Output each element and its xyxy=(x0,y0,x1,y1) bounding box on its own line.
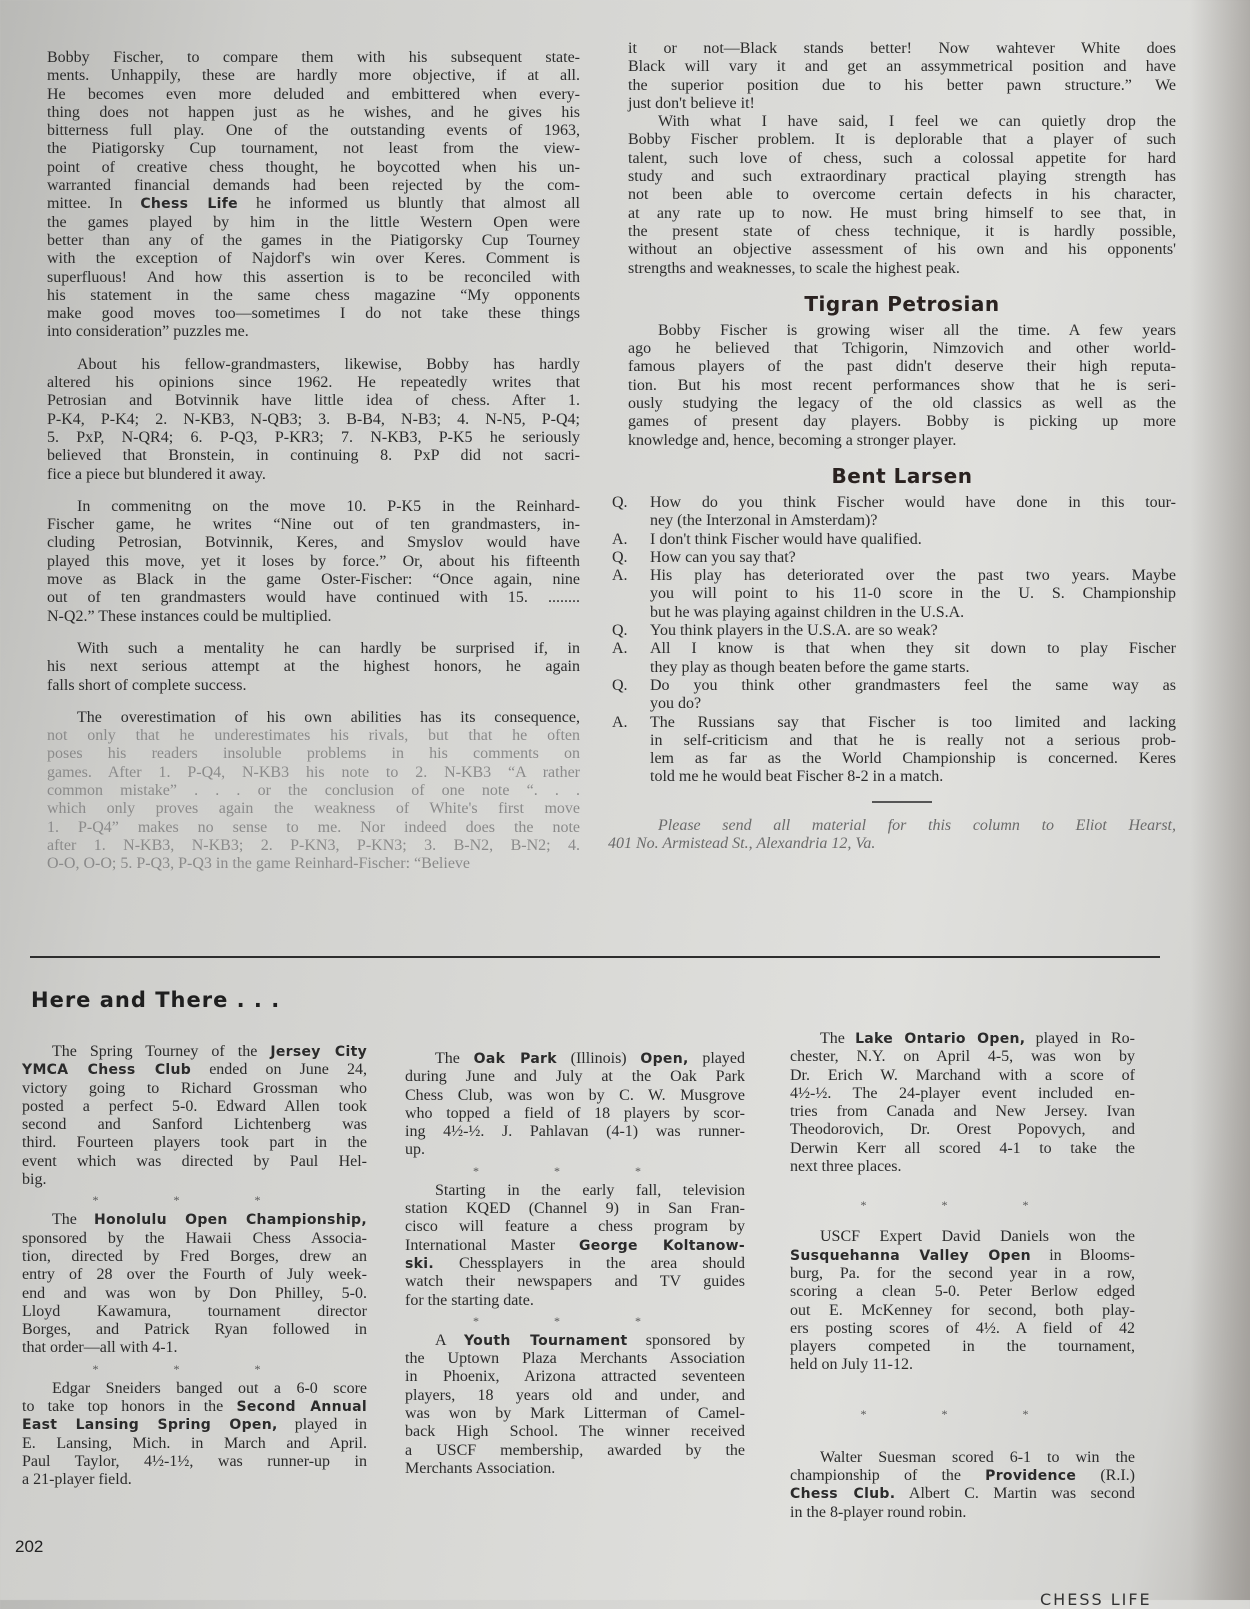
section-divider-rule xyxy=(30,956,1160,958)
paragraph-line: next three places. xyxy=(790,1158,902,1176)
paragraph-line: tion. But his most recent performances show that he is seri- xyxy=(628,376,1176,394)
club-name: Providence xyxy=(985,1468,1077,1485)
page-edge-shadow xyxy=(1190,0,1250,1600)
paragraph-line: point of creative chess thought, he boycotted when his un- xyxy=(47,158,580,176)
paragraph-line: tries from Canada and New Jersey. Ivan xyxy=(790,1103,1135,1121)
news-item-youth-tournament xyxy=(405,1350,745,1478)
separator-stars: * * * xyxy=(473,1163,677,1178)
paragraph-line: with the exception of Najdorf's win over Keres. Comment is xyxy=(47,250,580,268)
paragraph-line: tion, directed by Fred Borges, drew an xyxy=(22,1247,367,1265)
club-name: Chess Club. xyxy=(790,1486,896,1503)
paragraph-line: held on July 11-12. xyxy=(790,1356,913,1374)
paragraph-line: the superior position due to his better pawn structure.” We xyxy=(628,76,1176,94)
column-note-line-2: 401 No. Armistead St., Alexandria 12, Va. xyxy=(608,834,876,852)
interview-label: A. xyxy=(612,640,628,658)
news-item-lake-ontario xyxy=(790,1048,1135,1176)
paragraph-line: victory going to Richard Grossman who xyxy=(22,1079,367,1097)
paragraph-line: event which was directed by Paul Hel- xyxy=(22,1152,367,1170)
paragraph-line: Bobby Fischer problem. It is deplorable that a player of such xyxy=(628,131,1176,149)
page-number: 202 xyxy=(15,1537,44,1556)
paragraph-line: mittee. In Chess Life he informed us bluntly that almost all xyxy=(47,195,581,213)
news-item-jersey-city xyxy=(22,1080,367,1190)
paragraph-line: cisco will feature a chess program by xyxy=(405,1218,745,1236)
paragraph-line: Paul Taylor, 4½-1½, was runner-up in xyxy=(22,1452,367,1470)
news-lansing-line: East Lansing Spring Open, played in xyxy=(22,1416,367,1434)
interview-line: ney (the Interzonal in Amsterdam)? xyxy=(650,512,878,530)
paragraph-line: for the starting date. xyxy=(405,1291,534,1309)
paragraph-petrosian-quote xyxy=(628,322,1176,450)
news-susquehanna-line: USCF Expert David Daniels won the xyxy=(820,1228,1135,1246)
paragraph-line: at any rate up to now. He must bring himself to see that, in xyxy=(628,204,1176,222)
news-susquehanna-line: Susquehanna Valley Open in Blooms- xyxy=(790,1246,1135,1264)
paragraph-line: 1. P-Q4” makes no sense to me. Nor indeed does the note xyxy=(47,818,580,836)
interview-entry xyxy=(612,640,1176,677)
paragraph-line: burg, Pa. for the second year in a row, xyxy=(790,1264,1135,1282)
paragraph-line: entry of 28 over the Fourth of July week- xyxy=(22,1266,367,1284)
paragraph-line: talent, such love of chess, such a colossal appetite for hard xyxy=(628,149,1176,167)
paragraph-line: not been able to overcome certain defects in his character, xyxy=(628,186,1176,204)
paragraph-line: the Piatigorsky Cup tournament, not least from the view- xyxy=(47,140,580,158)
paragraph-line: the present state of chess technique, it is hardly possible, xyxy=(628,222,1176,240)
paragraph-line: second and Sanford Lichtenberg was xyxy=(22,1116,367,1134)
paragraph-line: ers posting scores of 4½. A field of 42 xyxy=(790,1319,1135,1337)
news-item-susquehanna xyxy=(790,1265,1135,1375)
interview-line: How do you think Fischer would have done in this tour- xyxy=(650,493,1176,511)
interview-entry xyxy=(612,549,1176,567)
news-oakpark-line: The Oak Park (Illinois) Open, played xyxy=(435,1050,746,1067)
interview-entry xyxy=(612,567,1176,622)
paragraph-line: not only that he underestimates his rivals, but that he often xyxy=(47,727,580,745)
interview-entry xyxy=(612,531,1176,549)
paragraph-line: sponsored by the Hawaii Chess Associa- xyxy=(22,1229,367,1247)
news-lansing-line: Edgar Sneiders banged out a 6-0 score xyxy=(52,1379,367,1397)
separator-stars: * * * xyxy=(92,1361,297,1376)
paragraph-line: Borges, and Patrick Ryan followed in xyxy=(22,1321,367,1339)
event-name: Second Annual xyxy=(236,1399,367,1416)
paragraph-line: his statement in the same chess magazine “My opponents xyxy=(47,286,580,304)
news-providence-line: Chess Club. Albert C. Martin was second xyxy=(790,1485,1135,1503)
interview-label: A. xyxy=(612,567,628,585)
magazine-name-chess-life: Chess Life xyxy=(140,196,238,213)
paragraph-mentality xyxy=(47,640,580,695)
paragraph-line: chester, N.Y. on April 4-5, was won by xyxy=(790,1048,1135,1066)
paragraph-line: that order—all with 4-1. xyxy=(22,1339,178,1357)
paragraph-line: Starting in the early fall, television xyxy=(435,1181,745,1199)
separator-stars: * * * xyxy=(860,1198,1065,1213)
paragraph-line: bitterness full play. One of the outstanding events of 1963, xyxy=(47,122,580,140)
separator-stars: * * * xyxy=(92,1193,297,1208)
paragraph-line: the games played by him in the little Western Open were xyxy=(47,213,580,231)
paragraph-line: scoring a clean 5-0. Peter Berlow edged xyxy=(790,1283,1135,1301)
paragraph-line: warranted financial demands had been rejected by the com- xyxy=(47,177,580,195)
news-lansing-line: to take top honors in the Second Annual xyxy=(22,1398,367,1416)
interview-label: Q. xyxy=(612,676,628,694)
news-item-honolulu xyxy=(22,1230,367,1358)
paragraph-line: famous players of the past didn't deserve their high reputa- xyxy=(628,358,1176,376)
paragraph-line: ing 4½-½. J. Pahlavan (4-1) was runner- xyxy=(405,1123,745,1141)
news-item-kqed-cont xyxy=(405,1273,745,1310)
paragraph-line: a USCF membership, awarded by the xyxy=(405,1441,745,1459)
news-column-1 xyxy=(22,1043,367,1490)
larsen-interview xyxy=(612,494,1176,787)
interview-label: Q. xyxy=(612,622,628,640)
interview-entry xyxy=(612,622,1176,640)
paragraph-line: E. Lansing, Mich. in March and April. xyxy=(22,1434,367,1452)
paragraph-line: Fischer game, he writes “Nine out of ten grandmasters, in- xyxy=(47,516,580,534)
event-name: Oak Park xyxy=(473,1051,557,1067)
paragraph-line: was won by Mark Litterman of Camel- xyxy=(405,1405,745,1423)
event-name: Youth Tournament xyxy=(464,1332,628,1349)
paragraph-line: end and was won by Don Philley, 5-0. xyxy=(22,1284,367,1302)
paragraph-line: during June and July at the Oak Park xyxy=(405,1068,745,1086)
paragraph-line: Black will vary it and get an assymmetrical position and have xyxy=(628,58,1176,76)
paragraph-line: N-Q2.” These instances could be multiplied. xyxy=(47,607,332,625)
paragraph-line: The overestimation of his own abilities has its consequence, xyxy=(77,708,580,726)
news-youth-line: A Youth Tournament sponsored by xyxy=(435,1331,746,1349)
news-item-oak-park xyxy=(405,1068,745,1159)
heading-bent-larsen: Bent Larsen xyxy=(831,463,973,488)
paragraph-line: P-K4, P-K4; 2. N-KB3, N-QB3; 3. B-B4, N-B3; 4. N-N5, P-Q4; xyxy=(47,410,580,428)
interview-line: The Russians say that Fischer is too limited and lacking xyxy=(650,713,1176,731)
person-name: ski. xyxy=(405,1255,434,1272)
paragraph-line: players competed in the tournament, xyxy=(790,1338,1135,1356)
paragraph-line: About his fellow-grandmasters, likewise, Bobby has hardly xyxy=(77,355,580,373)
news-providence-line: in the 8-player round robin. xyxy=(790,1503,967,1521)
news-jersey-line: The Spring Tourney of the Jersey City xyxy=(52,1043,367,1060)
paragraph-line: move as Black in the game Oster-Fischer: “Once again, nine xyxy=(47,571,580,589)
paragraph-line: ously studying the legacy of the old classics as well as the xyxy=(628,395,1176,413)
column-note-line-1: Please send all material for this column to Eliot Hearst, xyxy=(658,816,1176,834)
paragraph-line: after 1. N-KB3, N-KB3; 2. P-KN3, P-KN3; 3. B-N2, B-N2; 4. xyxy=(47,836,580,854)
paragraph-line: watch their newspapers and TV guides xyxy=(405,1273,745,1291)
paragraph-line: O-O, O-O; 5. P-Q3, P-Q3 in the game Reinhard-Fischer: “Believe xyxy=(47,855,471,873)
news-kqed-line: ski. Chessplayers in the area should xyxy=(405,1254,745,1272)
paragraph-line: falls short of complete success. xyxy=(47,676,247,694)
magazine-footer-mark: CHESS LIFE xyxy=(1040,1590,1152,1609)
event-name: YMCA Chess Club xyxy=(22,1062,192,1079)
paragraph-line: 4½-½. The 24-player event included en- xyxy=(790,1084,1135,1102)
event-name: Lake Ontario Open, xyxy=(855,1031,1026,1047)
news-kqed-line: International Master George Koltanow- xyxy=(405,1236,746,1254)
paragraph-line: Theodorovich, Dr. Orest Popovych, and xyxy=(790,1121,1135,1139)
paragraph-fischer-statements-cont xyxy=(47,214,580,342)
paragraph-line: Merchants Association. xyxy=(405,1459,556,1477)
paragraph-line: cluding Petrosian, Botvinnik, Keres, and Smyslov would have xyxy=(47,534,580,552)
news-item-east-lansing xyxy=(22,1435,367,1490)
event-name: Susquehanna Valley Open xyxy=(790,1247,1031,1264)
paragraph-line: fice a piece but blundered it away. xyxy=(47,465,266,483)
interview-line: lem as far as the World Championship is concerned. Keres xyxy=(650,750,1176,768)
paragraph-line: games of present day players. Bobby is picking up more xyxy=(628,413,1176,431)
paragraph-overestimation xyxy=(47,709,580,874)
person-name: George Koltanow- xyxy=(578,1237,746,1254)
interview-entry xyxy=(612,677,1176,714)
paragraph-line: believed that Bronstein, in continuing 8. PxP did not sacri- xyxy=(47,447,580,465)
news-honolulu-line: The Honolulu Open Championship, xyxy=(52,1211,367,1229)
news-providence-line: Walter Suesman scored 6-1 to win the xyxy=(820,1448,1135,1466)
paragraph-line: players, 18 years old and under, and xyxy=(405,1386,745,1404)
paragraph-line: In commenitng on the move 10. P-K5 in the Reinhard- xyxy=(77,497,580,515)
paragraph-line: Dr. Erich W. Marchand with a score of xyxy=(790,1066,1135,1084)
heading-here-and-there: Here and There . . . xyxy=(31,988,281,1012)
paragraph-line: 5. PxP, N-QR4; 6. P-Q3, P-KR3; 7. N-KB3, P-K5 he seriously xyxy=(47,428,580,446)
paragraph-line: Bobby Fischer is growing wiser all the time. A few years xyxy=(658,321,1176,339)
paragraph-line: Petrosian and Botvinnik have little idea of chess. After 1. xyxy=(47,392,580,410)
news-item-kqed xyxy=(405,1182,745,1237)
interview-line: I don't think Fischer would have qualified. xyxy=(650,530,922,548)
paragraph-line: into consideration” puzzles me. xyxy=(47,323,249,341)
paragraph-fellow-grandmasters xyxy=(47,356,580,484)
paragraph-line: played this move, yet it loses by force.” Or, about his fifteenth xyxy=(47,552,580,570)
paragraph-fischer-statements xyxy=(47,49,580,195)
paragraph-line: Chess Club, was won by C. W. Musgrove xyxy=(405,1086,745,1104)
paragraph-line: study and such extraordinary practical playing strength has xyxy=(628,168,1176,186)
paragraph-line: in Phoenix, Arizona attracted seventeen xyxy=(405,1368,745,1386)
article-left-column xyxy=(47,49,580,873)
paragraph-line: station KQED (Channel 9) in San Fran- xyxy=(405,1200,745,1218)
paragraph-line: strengths and weaknesses, to scale the highest peak. xyxy=(628,259,960,277)
paragraph-line: Derwin Kerr all scored 4-1 to take the xyxy=(790,1139,1135,1157)
interview-line: they play as though beaten before the game starts. xyxy=(650,658,970,676)
paragraph-line: altered his opinions since 1962. He repeatedly writes that xyxy=(47,374,580,392)
paragraph-line: ments. Unhappily, these are hardly more objective, if at all. xyxy=(47,67,580,85)
paragraph-line: up. xyxy=(405,1141,425,1159)
paragraph-line: out E. McKenney for second, both play- xyxy=(790,1301,1135,1319)
paragraph-line: just don't believe it! xyxy=(628,94,755,112)
interview-line: You think players in the U.S.A. are so weak? xyxy=(650,622,938,640)
paragraph-line: ago he believed that Tchigorin, Nimzovich and other world- xyxy=(628,340,1176,358)
paragraph-line: third. Fourteen players took part in the xyxy=(22,1134,367,1152)
event-name: Open, xyxy=(640,1051,689,1067)
paragraph-line: superfluous! And how this assertion is to be reconciled with xyxy=(47,268,580,286)
interview-entry xyxy=(612,494,1176,531)
interview-label: Q. xyxy=(612,548,628,566)
news-column-3 xyxy=(790,1030,1135,1522)
interview-label: Q. xyxy=(612,493,628,511)
paragraph-line: his next serious attempt at the highest honors, he again xyxy=(47,658,580,676)
paragraph-fischer-problem xyxy=(628,113,1176,278)
paragraph-line: the Uptown Plaza Merchants Association xyxy=(405,1350,745,1368)
news-jersey-line: YMCA Chess Club ended on June 24, xyxy=(22,1061,368,1079)
paragraph-line: out of ten grandmasters would have continued with 15. ........ xyxy=(47,589,580,607)
separator-stars: * * * xyxy=(473,1313,677,1328)
interview-line: you will point to his 11-0 score in the U. S. Championship xyxy=(650,585,1176,603)
paragraph-line: better than any of the games in the Piatigorsky Cup Tourney xyxy=(47,231,580,249)
paragraph-line: games. After 1. P-Q4, N-KB3 his note to 2. N-KB3 “A rather xyxy=(47,763,580,781)
interview-line: His play has deteriorated over the past two years. Maybe xyxy=(650,567,1176,585)
paragraph-black-stands-better xyxy=(628,40,1176,113)
interview-line: you do? xyxy=(650,695,702,713)
paragraph-line: without an objective assessment of his own and his opponents' xyxy=(628,241,1176,259)
interview-line: How can you say that? xyxy=(650,548,796,566)
interview-line: Do you think other grandmasters feel the same way as xyxy=(650,676,1176,694)
paragraph-reinhard-fischer xyxy=(47,498,580,626)
interview-line: told me he would beat Fischer 8-2 in a match. xyxy=(650,768,944,786)
paragraph-line: knowledge and, hence, becoming a stronger player. xyxy=(628,431,957,449)
news-providence-line: championship of the Providence (R.I.) xyxy=(790,1467,1136,1485)
paragraph-line: Lloyd Kawamura, tournament director xyxy=(22,1302,367,1320)
event-name: Honolulu Open Championship, xyxy=(93,1212,367,1229)
paragraph-line: With such a mentality he can hardly be surprised if, in xyxy=(77,639,580,657)
separator-stars: * * * xyxy=(860,1406,1065,1421)
paragraph-line: which only proves again the weakness of White's first move xyxy=(47,800,580,818)
paragraph-line: With what I have said, I feel we can quietly drop the xyxy=(658,113,1176,131)
interview-line: in self-criticism and that he is really not a serious prob- xyxy=(650,731,1176,749)
interview-label: A. xyxy=(612,713,628,731)
event-name: East Lansing Spring Open, xyxy=(22,1417,278,1434)
interview-line: but he was playing against children in the U.S.A. xyxy=(650,603,965,621)
paragraph-line: common mistake” . . . or the conclusion of one note “. . . xyxy=(47,781,580,799)
article-right-column xyxy=(608,40,1176,853)
event-name: Jersey City xyxy=(270,1044,367,1060)
paragraph-line: Bobby Fischer, to compare them with his subsequent state- xyxy=(47,49,580,66)
paragraph-line: it or not—Black stands better! Now wahtever White does xyxy=(628,40,1176,57)
paragraph-line: make good moves too—sometimes I do not take these things xyxy=(47,305,580,323)
paragraph-line: He becomes even more deluded and embittered when every- xyxy=(47,85,580,103)
interview-line: All I know is that when they sit down to play Fischer xyxy=(650,640,1176,658)
paragraph-line: poses his readers insoluble problems in his comments on xyxy=(47,745,580,763)
interview-entry xyxy=(612,714,1176,787)
paragraph-line: a 21-player field. xyxy=(22,1471,132,1489)
heading-tigran-petrosian: Tigran Petrosian xyxy=(804,291,1000,316)
paragraph-line: who topped a field of 18 players by scor- xyxy=(405,1104,745,1122)
paragraph-line: big. xyxy=(22,1171,47,1189)
paragraph-line: back High School. The winner received xyxy=(405,1423,745,1441)
paragraph-line: posted a perfect 5-0. Edward Allen took xyxy=(22,1097,367,1115)
news-ontario-line: The Lake Ontario Open, played in Ro- xyxy=(820,1030,1136,1047)
paragraph-line: thing does not happen just as he wishes, and he gives his xyxy=(47,103,580,121)
interview-label: A. xyxy=(612,530,628,548)
news-column-2 xyxy=(405,1050,745,1478)
